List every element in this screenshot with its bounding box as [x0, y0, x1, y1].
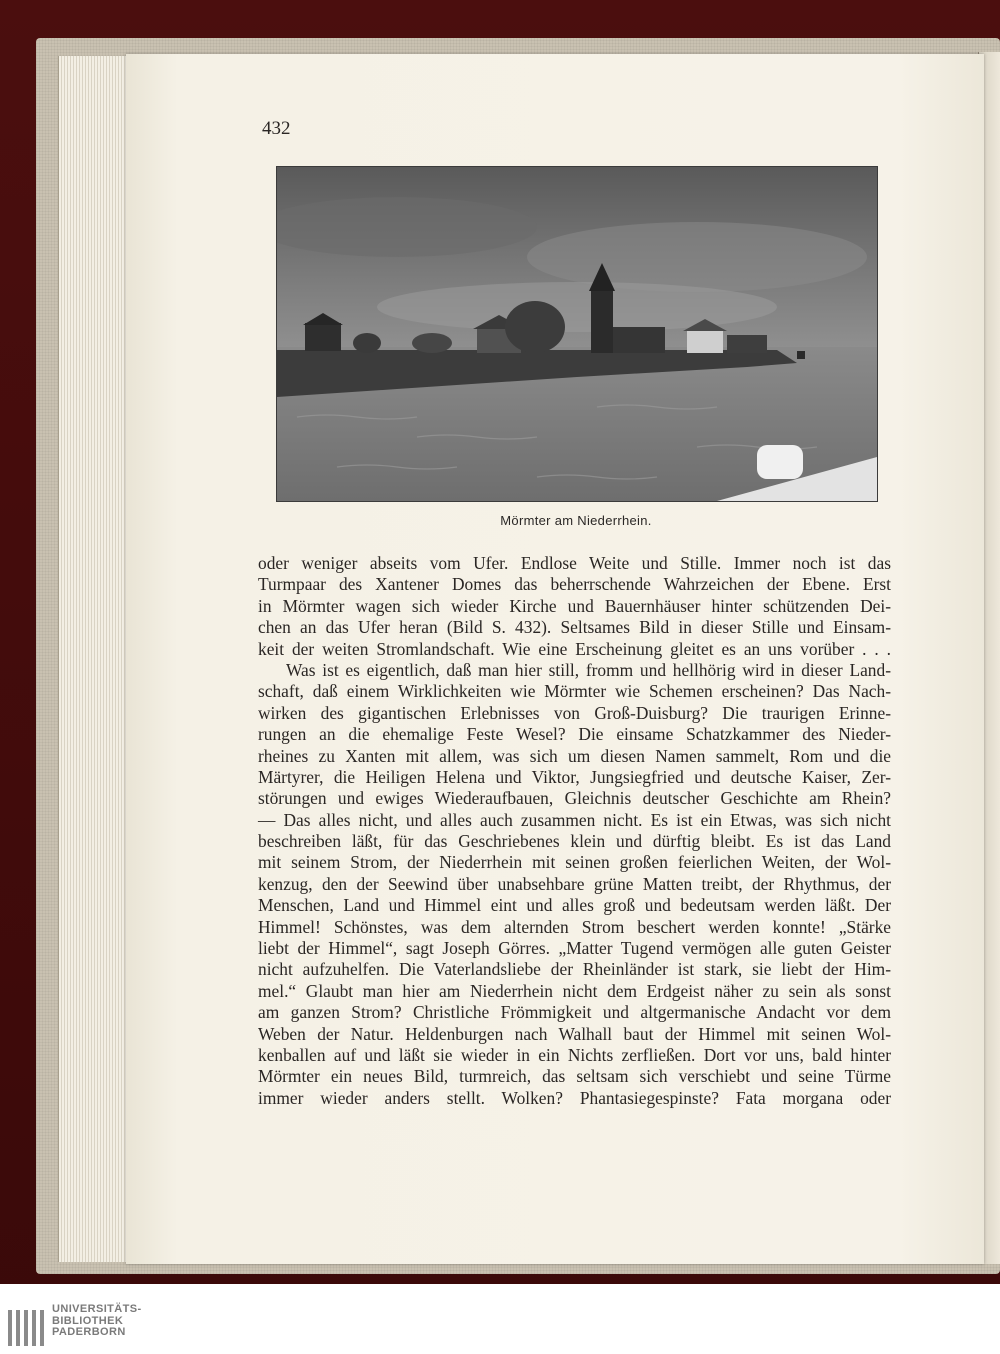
footer-bar [0, 1284, 1000, 1354]
cloud [377, 282, 777, 332]
text-line: nicht aufzuhelfen. Die Vaterlandsliebe der Rheinländer ist stark, sie liebt der Him- [258, 959, 891, 980]
text-line: Menschen, Land und Himmel eint und alles groß und bedeutsam werden läßt. Der [258, 895, 891, 916]
text-line: beschreiben läßt, für das Geschriebenes klein und dürftig bleibt. Es ist das Land [258, 831, 891, 852]
church-tower [591, 289, 613, 353]
white-house [687, 329, 723, 353]
figure-caption: Mörmter am Niederrhein. [500, 513, 652, 528]
text-line: Turmpaar des Xantener Domes das beherrschende Wahrzeichen der Ebene. Erst [258, 574, 891, 595]
text-line: Mörmter ein neues Bild, turmreich, das seltsam sich verschiebt und seine Türme [258, 1066, 891, 1087]
text-line: rheines zu Xanten mit allem, was sich um diesen Namen sammelt, Rom und die [258, 745, 891, 766]
landscape-photo [276, 166, 878, 502]
farmhouse [305, 323, 341, 351]
text-line: Was ist es eigentlich, daß man hier still, fromm und hellhörig wird in dieser Land- [286, 659, 891, 680]
text-line: störungen und ewiges Wiederaufbauen, Gleichnis deutscher Geschichte am Rhein? [258, 788, 891, 809]
text-line: Weben der Natur. Heldenburgen nach Walhall baut der Himmel mit seinen Wol- [258, 1023, 891, 1044]
text-line: am ganzen Strom? Christliche Frömmigkeit und altgermanische Andacht vor dem [258, 1002, 891, 1023]
church-nave [613, 327, 665, 353]
text-line: Märtyrer, die Heiligen Helena und Viktor, Jungsiegfried und deutsche Kaiser, Zer- [258, 766, 891, 787]
library-logo-icon [8, 1306, 48, 1350]
text-line: — Das alles nicht, und alles auch zusammen nicht. Es ist ein Etwas, was sich nicht [258, 809, 891, 830]
text-line: rungen an die ehemalige Feste Wesel? Die einsame Schatzkammer des Nieder- [258, 724, 891, 745]
text-line: mit seinem Strom, der Niederrhein mit seinen großen feierlichen Weiten, der Wol- [258, 852, 891, 873]
text-line: liebt der Himmel“, sagt Joseph Görres. „Matter Tugend vermögen alle guten Geister [258, 938, 891, 959]
boat-marker [797, 351, 805, 359]
boat-vent [757, 445, 803, 479]
bush [353, 333, 381, 353]
text-line: mel.“ Glaubt man hier am Niederrhein nicht dem Erdgeist näher zu sein als sonst [258, 980, 891, 1001]
logo-line: BIBLIOTHEK [52, 1314, 124, 1327]
body-text [258, 553, 891, 1109]
text-line: Himmel! Schönstes, was dem alternden Strom beschert werden konnte! „Stärke [258, 916, 891, 937]
outbuilding [727, 335, 767, 353]
tree [505, 301, 565, 353]
text-line: chen an das Ufer heran (Bild S. 432). Seltsames Bild in dieser Stille und Einsam- [258, 617, 891, 638]
text-line: immer wieder anders stellt. Wolken? Phantasiegespinste? Fata morgana oder [258, 1087, 891, 1108]
photo-illustration [277, 167, 877, 501]
text-line: wirken des gigantischen Erlebnisses von Groß-Duisburg? Die traurigen Erinne- [258, 702, 891, 723]
text-line: in Mörmter wagen sich wieder Kirche und Bauernhäuser hinter schützenden Dei- [258, 595, 891, 616]
page-edges [58, 56, 133, 1262]
text-line: schaft, daß einem Wirklichkeiten wie Mörmter wie Schemen erscheinen? Das Nach- [258, 681, 891, 702]
text-line: keit der weiten Stromlandschaft. Wie eine Erscheinung gleitet es an uns vorüber . . . [258, 638, 891, 659]
page-number: 432 [262, 118, 291, 139]
logo-line: PADERBORN [52, 1326, 126, 1338]
bush [412, 333, 452, 353]
cloud [527, 222, 867, 292]
text-line: kenballen auf und läßt sie wieder in ein Nichts zerfließen. Dort vor uns, bald hinter [258, 1044, 891, 1065]
library-logo-text [52, 1304, 142, 1339]
text-line: kenzug, den der Seewind über unabsehbare grüne Matten treibt, der Rhythmus, der [258, 873, 891, 894]
text-line: oder weniger abseits vom Ufer. Endlose Weite und Stille. Immer noch ist das [258, 553, 891, 573]
logo-line: UNIVERSITÄTS- [52, 1303, 142, 1315]
